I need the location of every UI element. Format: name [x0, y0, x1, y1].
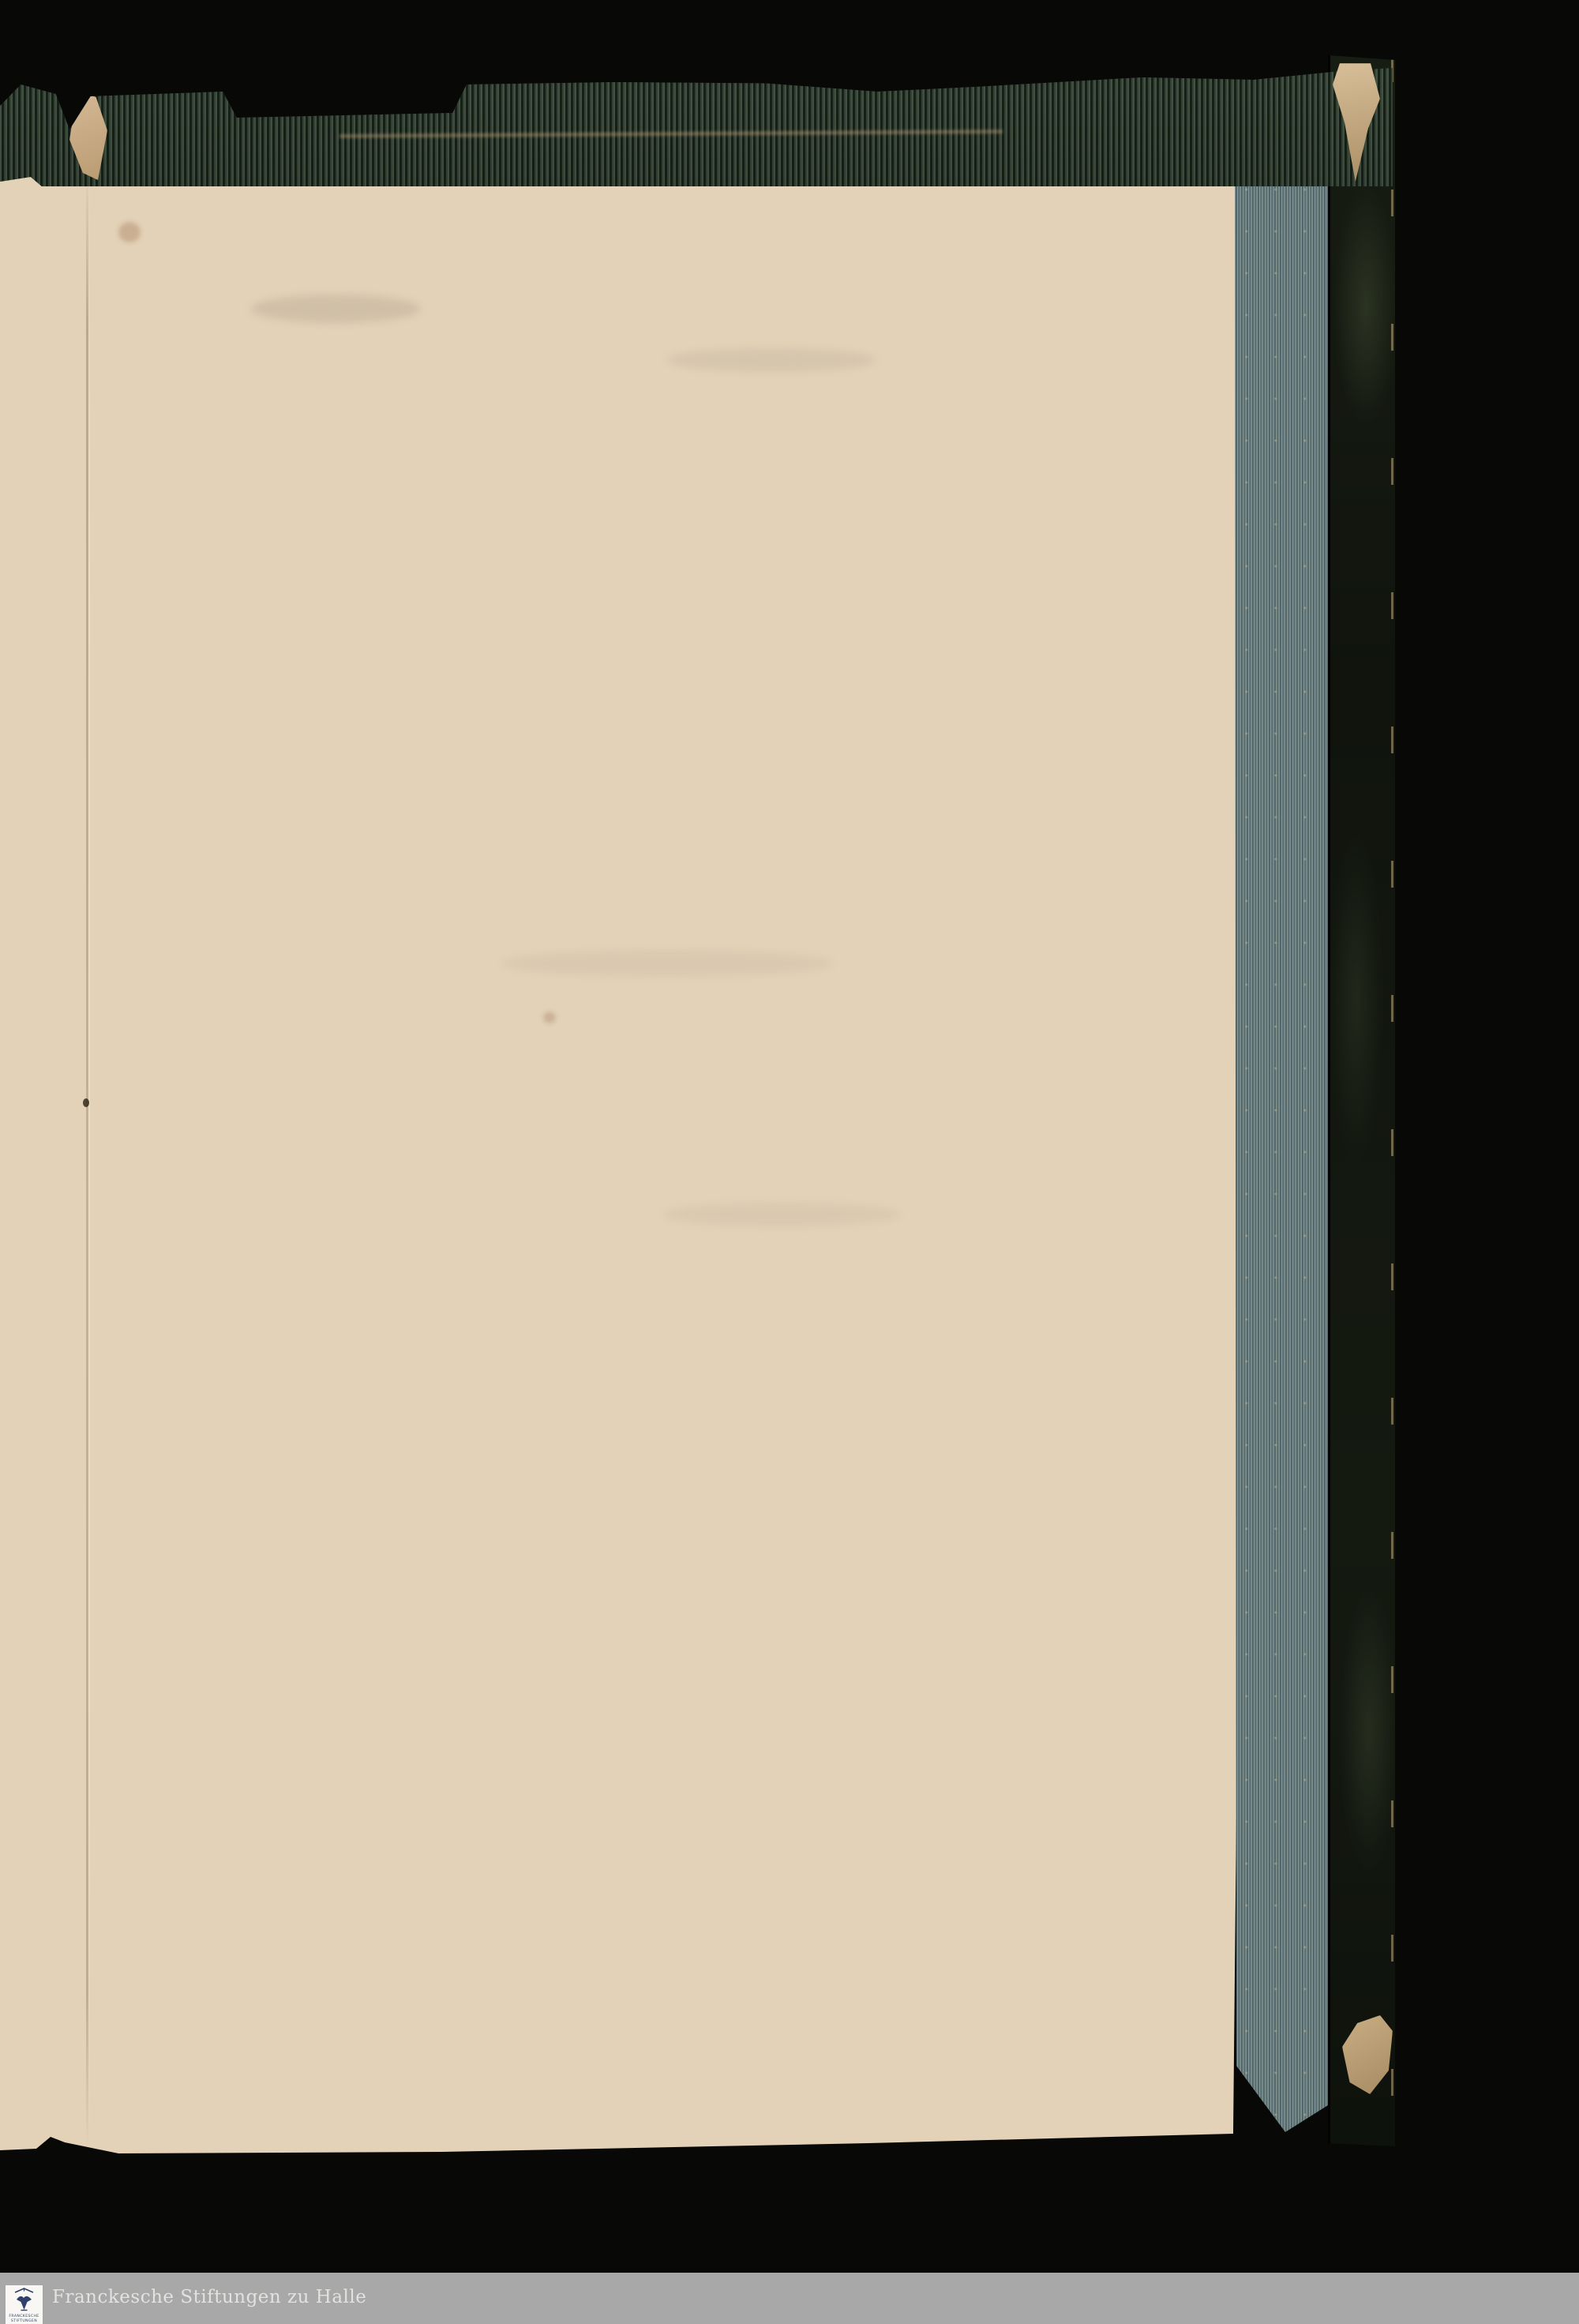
ink-bleed-smudge: [667, 348, 876, 372]
page-crease-highlight: [88, 170, 90, 2149]
top-edge-highlight: [339, 130, 1003, 138]
book-top-edge: [0, 68, 1393, 186]
book-back-cover-edge: [1328, 55, 1395, 2152]
cover-crack-line: [1391, 55, 1393, 2152]
book-page: [0, 154, 1241, 2156]
book-fore-edge: [1235, 93, 1328, 2134]
logo-text-line1: FRANCKESCHE: [9, 2315, 39, 2318]
watermark-label: Franckesche Stiftungen zu Halle: [52, 2287, 367, 2307]
ink-bleed-smudge: [663, 1203, 900, 1226]
foxing-spot: [543, 1012, 556, 1023]
franckesche-logo: [6, 2285, 43, 2324]
logo-text-line2: STIFTUNGEN: [10, 2319, 38, 2323]
ink-bleed-smudge: [251, 295, 421, 323]
ink-fleck: [83, 1098, 89, 1107]
watermark-bar: [0, 2273, 1579, 2324]
foxing-spot: [118, 222, 141, 242]
ink-bleed-smudge: [501, 950, 833, 977]
logo-eagle-icon: [6, 2285, 43, 2324]
torn-cover-patch: [69, 90, 107, 180]
